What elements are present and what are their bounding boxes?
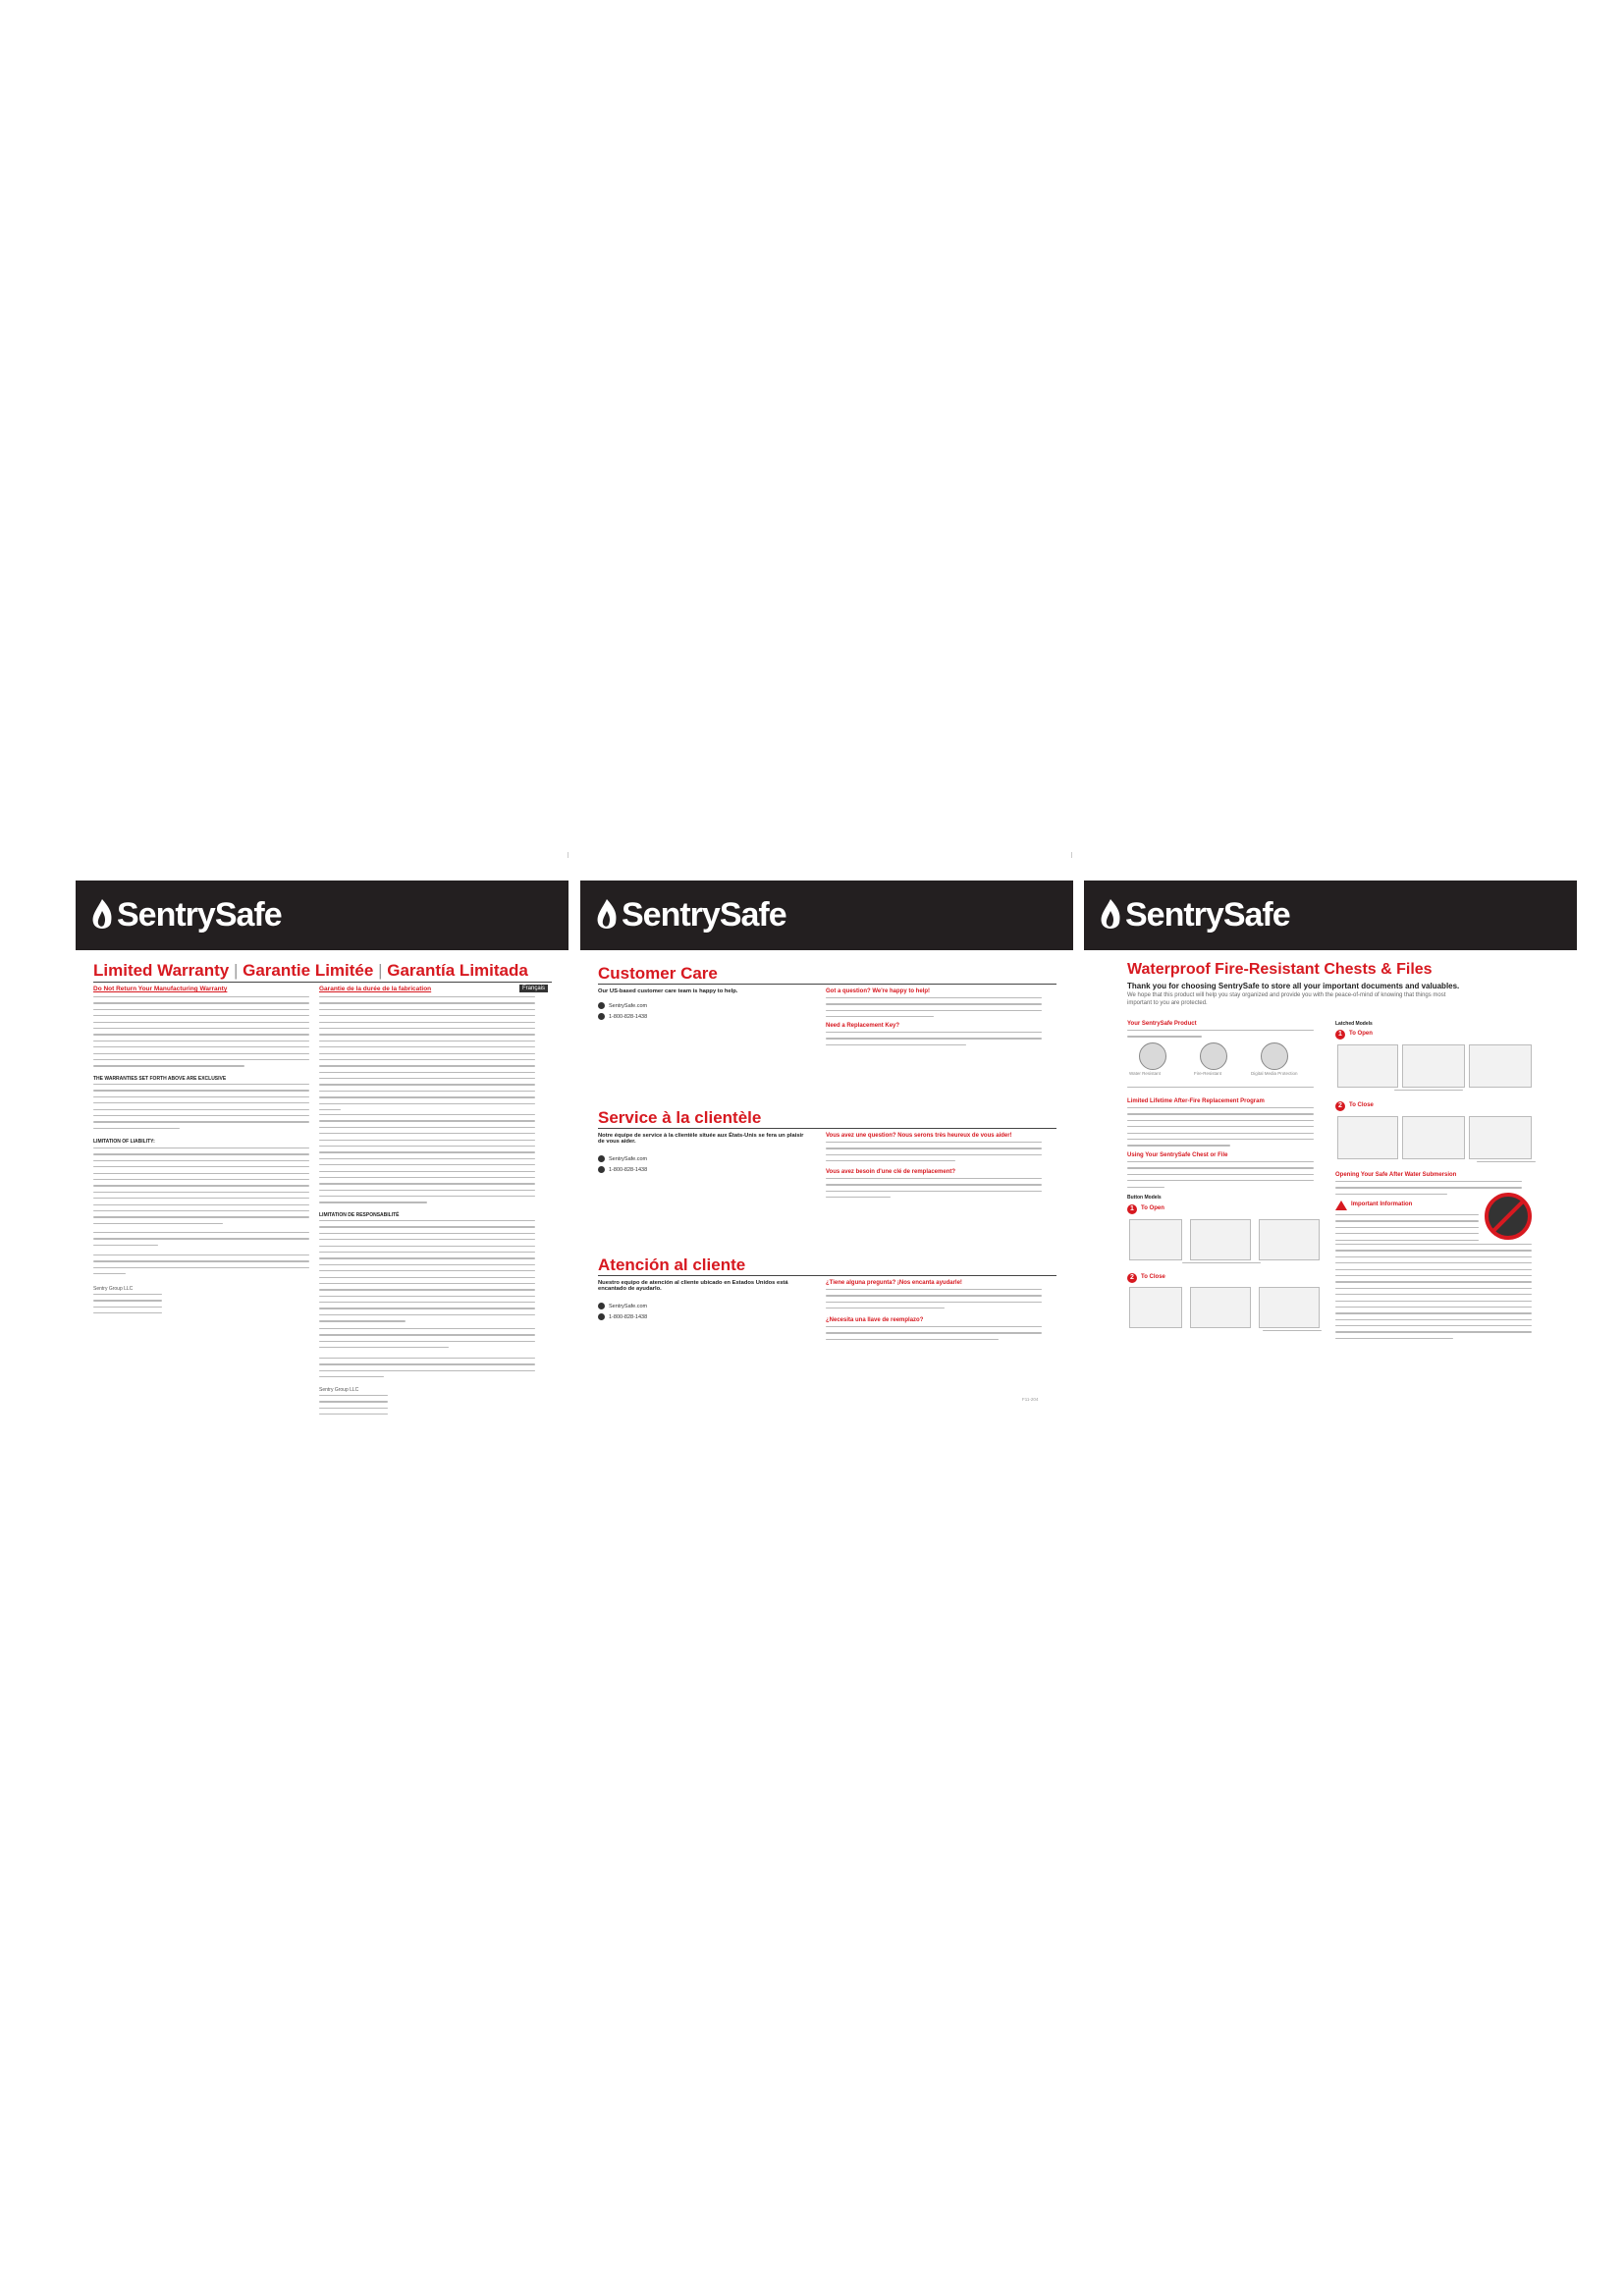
- warranty-panel: [76, 881, 568, 1430]
- col1-address: Sentry Group LLC: [93, 1286, 134, 1292]
- phone-icon: [598, 1013, 605, 1020]
- latched-step-2-badge: 2: [1335, 1101, 1345, 1111]
- latched-open-caption: [1394, 1090, 1463, 1095]
- flame-logo-icon: [89, 897, 115, 934]
- important-info-heading: Important Information: [1351, 1201, 1413, 1207]
- col1-liability-heading: LIMITATION OF LIABILITY:: [93, 1139, 155, 1145]
- button-open-label: To Open: [1141, 1205, 1164, 1211]
- col2-address-lines: [319, 1395, 388, 1420]
- latched-models-label: Latched Models: [1335, 1021, 1373, 1027]
- button-close-caption: [1263, 1330, 1322, 1336]
- question-heading-es: ¿Tiene alguna pregunta? ¡Nos encanta ayudarle!: [826, 1280, 962, 1286]
- button-close-illustration-1: [1129, 1287, 1182, 1328]
- col2-paragraph-1: [319, 996, 535, 1115]
- latched-close-illustration-1: [1337, 1116, 1398, 1159]
- important-info-text-1: [1335, 1214, 1479, 1246]
- step-1-badge: 1: [1127, 1204, 1137, 1214]
- warranty-title: Limited Warranty | Garantie Limitée | Garantía Limitada: [93, 961, 528, 980]
- col2-address: Sentry Group LLC: [319, 1387, 359, 1393]
- col1-paragraph-1: [93, 996, 309, 1072]
- step-2-badge: 2: [1127, 1273, 1137, 1283]
- latched-close-illustration-3: [1469, 1116, 1532, 1159]
- button-models-label: Button Models: [1127, 1195, 1162, 1201]
- sentrysafe-logo: SentrySafe: [1098, 896, 1290, 934]
- customer-care-panel: [580, 881, 1073, 1430]
- digital-media-icon: [1261, 1042, 1288, 1070]
- intro-bold: Thank you for choosing SentrySafe to store all your important documents and valuables.: [1127, 982, 1460, 990]
- phone-contact[interactable]: 1-800-828-1438: [598, 1313, 647, 1320]
- col1-address-lines: [93, 1294, 162, 1319]
- section-rule: [598, 1128, 1056, 1129]
- button-open-illustration-3: [1259, 1219, 1320, 1260]
- latched-open-illustration-1: [1337, 1044, 1398, 1088]
- product-note: [1127, 1087, 1314, 1093]
- sentrysafe-logo: SentrySafe: [89, 896, 282, 934]
- col1-paragraph-3: [93, 1148, 309, 1229]
- phone-contact[interactable]: 1-800-828-1438: [598, 1013, 647, 1020]
- service-clientele-intro: Notre équipe de service à la clientèle située aux États-Unis se fera un plaisir de vous aider.: [598, 1133, 804, 1145]
- button-close-illustration-2: [1190, 1287, 1251, 1328]
- water-resistant-icon: [1139, 1042, 1166, 1070]
- phone-icon: [598, 1313, 605, 1320]
- warning-icon: [1335, 1201, 1347, 1210]
- important-info-text-2: [1335, 1244, 1532, 1344]
- replacement-key-text-es: [826, 1326, 1042, 1345]
- water-resistant-label: Water Resistant: [1129, 1071, 1161, 1076]
- button-open-caption: [1182, 1262, 1261, 1268]
- col1-caps-heading: THE WARRANTIES SET FORTH ABOVE ARE EXCLUSIVE: [93, 1076, 227, 1082]
- button-open-illustration-1: [1129, 1219, 1182, 1260]
- col2-paragraph-3: [319, 1220, 535, 1327]
- product-title: Waterproof Fire-Resistant Chests & Files: [1127, 961, 1433, 978]
- question-text-fr: [826, 1142, 1042, 1167]
- col1-paragraph-4: [93, 1232, 309, 1251]
- website-contact[interactable]: SentrySafe.com: [598, 1303, 647, 1309]
- atencion-cliente-heading: Atención al cliente: [598, 1255, 746, 1274]
- replacement-key-heading-es: ¿Necesita una llave de reemplazo?: [826, 1317, 924, 1323]
- col2-paragraph-5: [319, 1358, 535, 1383]
- col2-liability-heading: LIMITATION DE RESPONSABILITÉ: [319, 1212, 400, 1218]
- using-heading: Using Your SentrySafe Chest or File: [1127, 1152, 1228, 1158]
- question-heading-en: Got a question? We're happy to help!: [826, 988, 930, 994]
- replacement-key-heading-en: Need a Replacement Key?: [826, 1023, 900, 1029]
- section-rule: [598, 984, 1056, 985]
- latched-close-label: To Close: [1349, 1102, 1374, 1108]
- crop-mark: [1071, 852, 1072, 858]
- document-code: F11-204: [1022, 1397, 1039, 1402]
- phone-contact[interactable]: 1-800-828-1438: [598, 1166, 647, 1173]
- button-open-illustration-2: [1190, 1219, 1251, 1260]
- question-text-en: [826, 997, 1042, 1023]
- brand-header: [580, 881, 1073, 950]
- col1-paragraph-2: [93, 1084, 309, 1134]
- latched-step-1-badge: 1: [1335, 1030, 1345, 1040]
- phone-icon: [598, 1166, 605, 1173]
- question-heading-fr: Vous avez une question? Nous serons très heureux de vous aider!: [826, 1133, 1012, 1139]
- col2-heading: Garantie de la durée de la fabrication: [319, 986, 432, 992]
- digital-media-label: Digital Media Protection: [1251, 1071, 1298, 1076]
- col1-heading: Do Not Return Your Manufacturing Warranty: [93, 986, 228, 992]
- replacement-key-text-en: [826, 1032, 1042, 1050]
- intro-text: We hope that this product will help you stay organized and provide you with the peace-of-mind of knowing that things most important to you are protected.: [1127, 992, 1446, 1006]
- title-rule: [93, 982, 552, 983]
- button-close-label: To Close: [1141, 1274, 1165, 1280]
- replacement-key-text-fr: [826, 1178, 1042, 1203]
- col1-paragraph-5: [93, 1255, 309, 1280]
- button-close-illustration-3: [1259, 1287, 1320, 1328]
- latched-open-illustration-2: [1402, 1044, 1465, 1088]
- opening-after-water-heading: Opening Your Safe After Water Submersion: [1335, 1172, 1457, 1178]
- globe-icon: [598, 1002, 605, 1009]
- replacement-program-text: [1127, 1107, 1314, 1151]
- language-tag: Français: [519, 985, 548, 992]
- website-contact[interactable]: SentrySafe.com: [598, 1155, 647, 1162]
- customer-care-intro: Our US-based customer care team is happy to help.: [598, 988, 738, 994]
- product-panel: [1084, 881, 1577, 1430]
- using-text: [1127, 1161, 1314, 1193]
- globe-icon: [598, 1155, 605, 1162]
- atencion-cliente-intro: Nuestro equipo de atención al cliente ubicado en Estados Unidos está encantado de ayudarlo.: [598, 1280, 788, 1292]
- no-children-warning-icon: [1485, 1193, 1532, 1240]
- col2-paragraph-4: [319, 1328, 535, 1354]
- section-rule: [598, 1275, 1056, 1276]
- replacement-key-heading-fr: Vous avez besoin d'une clé de remplacement?: [826, 1169, 956, 1175]
- customer-care-heading: Customer Care: [598, 964, 718, 983]
- fire-resistant-icon: [1200, 1042, 1227, 1070]
- latched-close-caption: [1477, 1161, 1536, 1167]
- replacement-program-heading: Limited Lifetime After-Fire Replacement Program: [1127, 1098, 1265, 1104]
- brand-header: [76, 881, 568, 950]
- fire-resistant-label: Fire-Resistant: [1194, 1071, 1222, 1076]
- flame-logo-icon: [1098, 897, 1123, 934]
- latched-close-illustration-2: [1402, 1116, 1465, 1159]
- service-clientele-heading: Service à la clientèle: [598, 1108, 762, 1127]
- brand-header: [1084, 881, 1577, 950]
- question-text-es: [826, 1289, 1042, 1314]
- flame-logo-icon: [594, 897, 620, 934]
- product-text: [1127, 1030, 1314, 1042]
- latched-open-illustration-3: [1469, 1044, 1532, 1088]
- product-heading: Your SentrySafe Product: [1127, 1021, 1197, 1027]
- col2-paragraph-2: [319, 1114, 535, 1208]
- globe-icon: [598, 1303, 605, 1309]
- sentrysafe-logo: SentrySafe: [594, 896, 786, 934]
- latched-open-label: To Open: [1349, 1031, 1373, 1037]
- website-contact[interactable]: SentrySafe.com: [598, 1002, 647, 1009]
